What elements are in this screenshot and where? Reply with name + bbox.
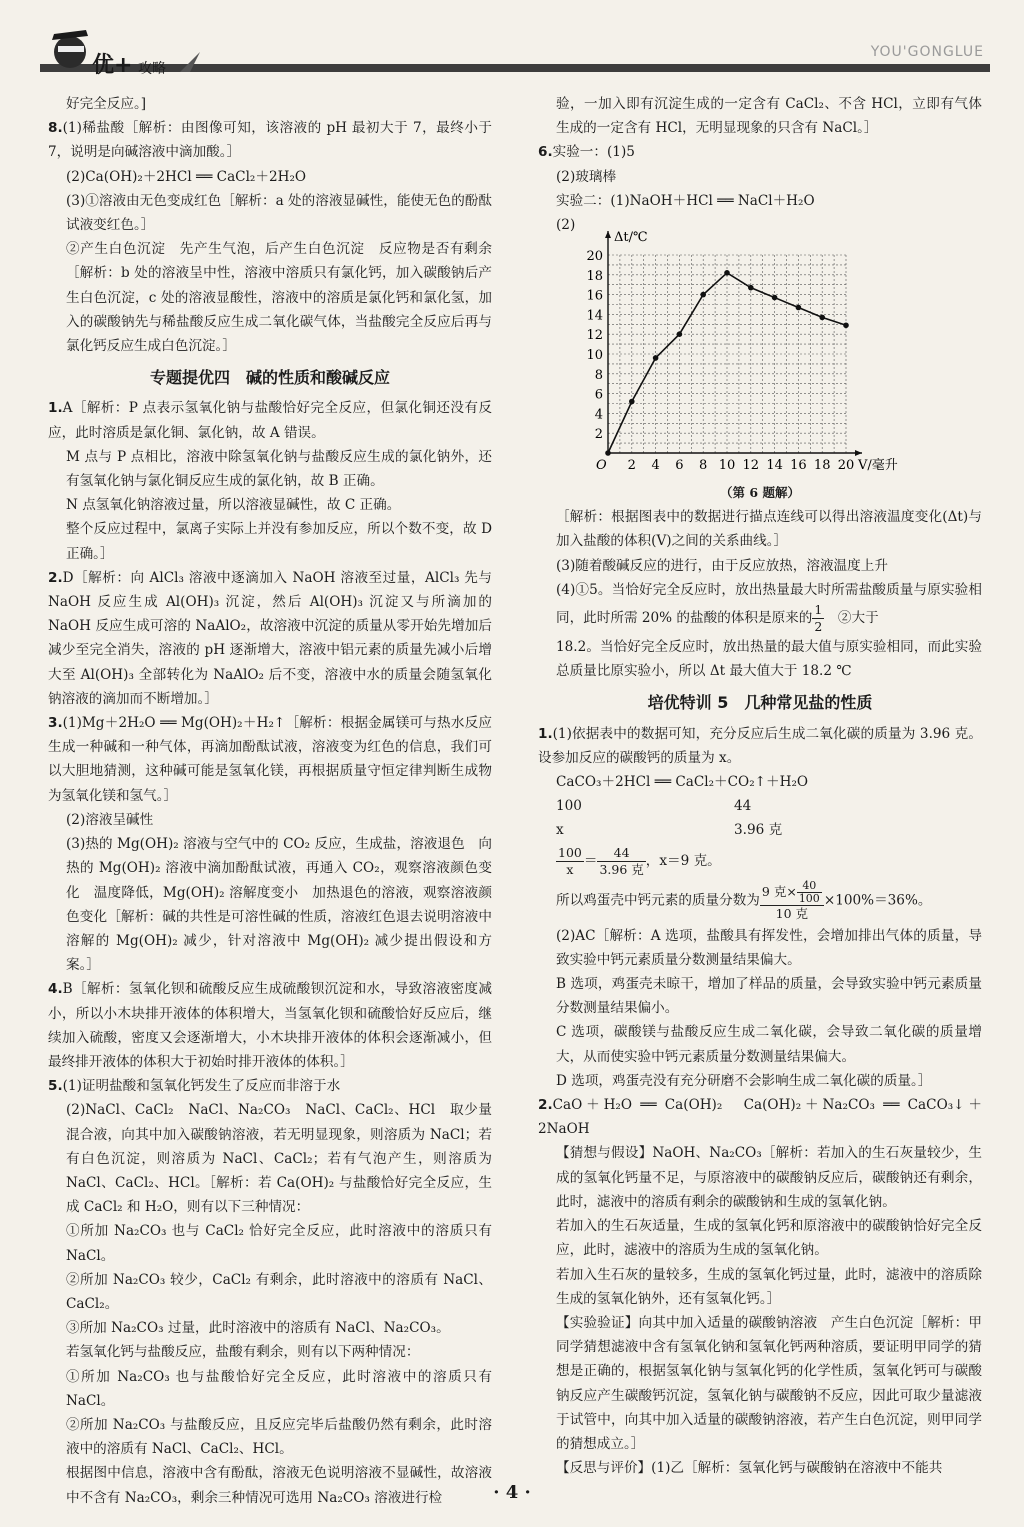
- answer-3: [48, 711, 492, 808]
- y-tick-label: 16: [586, 288, 603, 304]
- x-tick-label: 2: [627, 458, 636, 474]
- page-number: · 4 ·: [493, 1482, 531, 1503]
- y-tick-label: 8: [594, 367, 603, 383]
- answer-text: ③所加 Na₂CO₃ 过量，此时溶液中的溶质有 NaCl、Na₂CO₃。: [66, 1320, 450, 1337]
- answer-text: (1)Mg＋2H₂O ══ Mg(OH)₂＋H₂↑［解析：根据金属镁可与热水反应生成一种碱和一种气体，再滴加酚酞试液，溶液变为红色的信息，我们可以大胆地猜测，这种碱可能是氢氧化镁，再根据质量守恒定律判断生成物为氢氧化镁和氢气。］: [48, 715, 492, 804]
- answer-text: 若加入生石灰的量较多，生成的氢氧化钙过量，此时，滤液中的溶质除生成的氢氧化钠外，还有氢氧化钙。］: [556, 1266, 982, 1307]
- y-axis-arrow: [605, 231, 611, 238]
- y-tick-label: 14: [586, 308, 603, 324]
- answer-4: [48, 977, 492, 1074]
- answer-text: 实验二：(1)NaOH＋HCl ══ NaCl＋H₂O: [556, 192, 815, 209]
- data-point: [772, 295, 778, 301]
- answer-text: 若加入的生石灰适量，生成的氢氧化钙和原溶液中的碳酸钠恰好完全反应，此时，滤液中的溶质为生成的氢氧化钠。: [556, 1218, 982, 1259]
- answer-text: (2)玻璃棒: [556, 168, 617, 185]
- answer-text: C 选项，碳酸镁与盐酸反应生成二氧化碳，会导致二氧化碳的质量增大，从而使实验中钙元素质量分数测量结果偏大。: [556, 1024, 982, 1065]
- answer-s2: [538, 1093, 982, 1141]
- answer-text: A［解析：P 点表示氢氧化钠与盐酸恰好完全反应，但氯化铜还没有反应，此时溶质是氯化铜、氯化钠，故 A 错误。: [48, 400, 492, 441]
- question-number: 6.: [538, 144, 553, 161]
- x-tick-label: 4: [651, 458, 660, 474]
- question-number: 4.: [48, 981, 63, 998]
- question-number: 3.: [48, 715, 63, 732]
- answer-text: (1)证明盐酸和氢氧化钙发生了反应而非溶于水: [62, 1078, 341, 1095]
- answer-text-part: (4)①5。当恰好完全反应时，放出热量最大时所需盐酸质量与原实验相同，此时所需 20% 的盐酸的体积是原来的: [556, 581, 982, 627]
- x-axis-label: V/毫升: [858, 458, 898, 474]
- answer-text: 【实验验证】向其中加入适量的碳酸钠溶液 产生白色沉淀［解析：甲同学猜想滤液中含有氢氧化钠和氢氧化钙两种溶质，要证明甲同学的猜想是正确的，根据氢氧化钠与氢氧化钙的化学性质，氢氧化钙可与碳酸钠反应产生碳酸钙沉淀，氢氧化钠与碳酸钠不反应，因此可取少量滤液于试管中，向其中加入适量的碳酸钠溶液，若产生白色沉淀，则甲同学的猜想成立。］: [556, 1314, 982, 1452]
- ratio-value: 44: [734, 798, 752, 815]
- answer-text: ①所加 Na₂CO₃ 也与 CaCl₂ 恰好完全反应，此时溶液中的溶质只有 NaCl。: [66, 1223, 492, 1264]
- result-text: ，x＝9 克。: [645, 852, 721, 869]
- numerator: 100: [558, 844, 582, 860]
- answer-text: 【反思与评价】(1)乙［解析：氢氧化钙与碳酸钠在溶液中不能共: [556, 1460, 943, 1477]
- answer-text: N 点氢氧化钠溶液过量，所以溶液显碱性，故 C 正确。: [66, 497, 401, 514]
- answer-2: [48, 566, 492, 711]
- answer-text: [538, 578, 982, 635]
- question-number: 5.: [48, 1078, 63, 1095]
- fraction: [556, 845, 584, 878]
- numerator: 44: [597, 845, 645, 862]
- data-point: [819, 315, 825, 321]
- denominator: 100: [798, 891, 820, 905]
- x-tick-label: 8: [699, 458, 708, 474]
- logo: 优+: [92, 53, 133, 78]
- x-tick-label: 6: [675, 458, 684, 474]
- page-header: [0, 0, 1024, 90]
- answer-text: (3)①溶液由无色变成红色［解析：a 处的溶液显碱性，能使无色的酚酞试液变红色。］: [66, 192, 492, 234]
- chart-canvas: [538, 213, 982, 481]
- y-axis-label: Δt/℃: [614, 230, 648, 246]
- answer-text: 【猜想与假设】NaOH、Na₂CO₃［解析：若加入的生石灰量较少，生成的氢氧化钙量不足，与原溶液中的碳酸钠反应后，碳酸钠还有剩余，此时，滤液中的溶质有剩余的碳酸钠和生成的氢氧化钠。: [556, 1145, 982, 1210]
- numerator-part: 9 克×: [761, 883, 797, 899]
- answer-text: (1)依据表中的数据可知，充分反应后生成二氧化碳的质量为 3.96 克。设参加反应的碳酸钙的质量为 x。: [538, 725, 982, 766]
- answer-s1: [538, 722, 982, 770]
- answer-text: D［解析：向 AlCl₃ 溶液中逐滴加入 NaOH 溶液至过量，AlCl₃ 先与 NaOH 反应生成 Al(OH)₃ 沉淀，然后 Al(OH)₃ 沉淀又与所滴加的 NaOH 反应生成可溶的 NaAlO₂，故溶液中沉淀的质量从零开始先增加后减少至完全消失，溶液的 pH 逐渐增大，溶液中铝元素的质量先减小后增大至 Al(OH)₃ 全部转化为 NaAlO₂ 后不变，溶液中水的质量会随氢氧化钠溶液的滴加而不断增加。］: [48, 569, 492, 707]
- data-point: [700, 292, 706, 298]
- brand-name: YOU'GONGLUE: [870, 44, 984, 60]
- denominator: x: [566, 861, 574, 877]
- y-tick-label: 18: [586, 268, 603, 284]
- logo-subtitle: 攻略: [138, 61, 166, 77]
- chart-caption: （第 6 题解）: [720, 485, 800, 501]
- denominator: 2: [814, 619, 823, 635]
- data-point: [629, 399, 635, 405]
- y-tick-label: 20: [586, 249, 603, 265]
- question-number: 8.: [48, 120, 63, 137]
- denominator: 10 克: [775, 905, 809, 921]
- data-point: [605, 450, 611, 456]
- answer-text: D 选项，鸡蛋壳没有充分研磨不会影响生成二氧化碳的质量。］: [556, 1072, 932, 1089]
- x-tick-label: 10: [718, 458, 736, 474]
- answer-text: 整个反应过程中，氯离子实际上并没有参加反应，所以个数不变，故 D 正确。］: [66, 521, 492, 562]
- y-tick-label: 2: [594, 427, 603, 443]
- x-tick-label: 16: [790, 458, 807, 474]
- chart-part-label: (2): [556, 217, 576, 234]
- answer-5: [48, 1074, 492, 1098]
- answer-text-part: ②大于: [824, 610, 879, 627]
- answer-text: (3)随着酸碱反应的进行，由于反应放热，溶液温度上升: [556, 557, 888, 574]
- section-title: 培优特训 5 几种常见盐的性质: [647, 693, 873, 713]
- x-tick-label: 12: [742, 458, 760, 474]
- answer-text: 实验一：(1)5: [552, 144, 635, 161]
- data-point: [843, 323, 849, 329]
- answer-text: (2)NaCl、CaCl₂ NaCl、Na₂CO₃ NaCl、CaCl₂、HCl 取少量混合液，向其中加入碳酸钠溶液，若无明显现象，则溶质为 NaCl；若有白色沉淀，则溶质为 NaCl、CaCl₂；若有气泡产生，则溶质为 NaCl、CaCl₂、HCl。［解析：若 Ca(OH)₂ 与盐酸恰好完全反应，生成 CaCl₂ 和 H₂O，则有以下三种情况：: [66, 1102, 492, 1216]
- denominator: 3.96 克: [599, 861, 644, 877]
- ratio-row: [538, 818, 982, 842]
- ratio-value: x: [556, 822, 564, 839]
- x-tick-label: 20: [837, 458, 855, 474]
- text-line: 好完全反应。]: [66, 96, 147, 112]
- answer-text: ［解析：根据图表中的数据进行描点连线可以得出溶液温度变化(Δt)与加入盐酸的体积(V)之间的关系曲线。］: [556, 509, 982, 550]
- proportion: $\frac{100}{x}$ ＝ $\frac{44}{\text{3.96 克}}$ ，x＝9 克。: [558, 844, 721, 877]
- section-title: 专题提优四 碱的性质和酸碱反应: [149, 368, 390, 388]
- answer-1: [48, 396, 492, 444]
- y-tick-label: 6: [594, 387, 603, 403]
- percentage-line: [538, 880, 982, 922]
- data-point: [748, 285, 754, 291]
- answer-text: ②所加 Na₂CO₃ 较少，CaCl₂ 有剩余，此时溶液中的溶质有 NaCl、CaCl₂。: [66, 1271, 492, 1312]
- answer-8: [48, 116, 492, 164]
- left-column: [48, 92, 492, 1510]
- data-point: [653, 355, 659, 361]
- equation: CaCO₃＋2HCl ══ CaCl₂＋CO₂↑＋H₂O: [556, 774, 809, 791]
- answer-text: (1)稀盐酸［解析：由图像可知，该溶液的 pH 最初大于 7，最终小于 7，说明是向碱溶液中滴加酸。］: [48, 120, 492, 161]
- x-axis-arrow: [855, 450, 862, 456]
- text-line: 验，一加入即有沉淀生成的一定含有 CaCl₂、不含 HCl，立即有气体生成的一定含有 HCl，无明显现象的只含有 NaCl。］: [556, 96, 982, 137]
- answer-text: ②产生白色沉淀 先产生气泡，后产生白色沉淀 反应物是否有剩余［解析：b 处的溶液呈中性，溶液中溶质只有氯化钙，加入碳酸钠后产生白色沉淀，c 处的溶液显酸性，溶液中的溶质是氯化钙和氯化氢，加入的碳酸钠先与稀盐酸反应生成二氧化碳气体，当盐酸完全反应后再与氯化钙反应生成白色沉淀。］: [66, 241, 492, 355]
- origin-label: O: [596, 458, 607, 474]
- y-tick-label: 10: [586, 348, 603, 364]
- x-tick-label: 18: [813, 458, 831, 474]
- data-point: [796, 305, 802, 311]
- answer-text: B［解析：氢氧化钡和硫酸反应生成硫酸钡沉淀和水，导致溶液密度减小，所以小木块排开液体的体积增大，当氢氧化钡和硫酸恰好反应后，继续加入硫酸，密度又会逐渐增大，小木块排开液体的体积会逐渐减小，但最终排开液体的体积大于初始时排开液体的体积。］: [48, 981, 492, 1070]
- y-tick-label: 4: [594, 407, 603, 423]
- y-tick-label: 12: [586, 328, 603, 344]
- numerator: 1: [814, 602, 823, 618]
- answer-text: M 点与 P 点相比，溶液中除氢氧化钠与盐酸反应生成的氯化钠外，还有氢氧化钠与氯化铜反应生成的氯化钠，故 B 正确。: [66, 448, 492, 490]
- answer-text-part: 所以鸡蛋壳中钙元素的质量分数为: [556, 892, 760, 909]
- inner-fraction: [797, 880, 822, 905]
- answer-text-part: ×100%＝36%。: [823, 892, 932, 909]
- answer-text: 根据图中信息，溶液中含有酚酞，溶液无色说明溶液不显碱性，故溶液中不含有 Na₂CO₃，剩余三种情况可选用 Na₂CO₃ 溶液进行检: [66, 1465, 492, 1506]
- right-column: [538, 92, 982, 1480]
- answer-text: (2)AC［解析：A 选项，盐酸具有挥发性，会增加排出气体的质量，导致实验中钙元素质量分数测量结果偏大。: [556, 927, 982, 968]
- answer-text: CaO＋H₂O ══ Ca(OH)₂ Ca(OH)₂＋Na₂CO₃ ══ CaCO₃↓＋2NaOH: [538, 1097, 982, 1138]
- answer-text: (2)溶液呈碱性: [66, 811, 154, 828]
- fraction: [597, 845, 645, 878]
- data-point: [724, 270, 730, 276]
- question-number: 2.: [48, 569, 63, 586]
- answer-text: ①所加 Na₂CO₃ 也与盐酸恰好完全反应，此时溶液中的溶质只有 NaCl。: [66, 1368, 492, 1409]
- numerator: 40: [797, 880, 822, 893]
- answer-6: [538, 140, 982, 164]
- fraction: [760, 880, 824, 922]
- ratio-row: [538, 794, 982, 818]
- x-tick-label: 14: [766, 458, 783, 474]
- answer-text: B 选项，鸡蛋壳未晾干，增加了样品的质量，会导致实验中钙元素质量分数测量结果偏小。: [556, 976, 982, 1017]
- answer-text: 若氢氧化钙与盐酸反应，盐酸有剩余，则有以下两种情况：: [66, 1344, 420, 1361]
- answer-text: ②所加 Na₂CO₃ 与盐酸反应，且反应完毕后盐酸仍然有剩余，此时溶液中的溶质有 NaCl、CaCl₂、HCl。: [66, 1416, 492, 1458]
- answer-text: 18.2。当恰好完全反应时，放出热量的最大值与原实验相同，而此实验总质量比原实验小，所以 Δt 最大值大于 18.2 ℃: [556, 639, 982, 680]
- ratio-value: 3.96 克: [734, 822, 783, 839]
- question-number: 2.: [538, 1097, 553, 1114]
- temperature-chart: [538, 213, 982, 481]
- numerator: [760, 880, 824, 906]
- data-point: [677, 331, 683, 337]
- answer-text: (3)热的 Mg(OH)₂ 溶液与空气中的 CO₂ 反应，生成盐，溶液退色 向热的 Mg(OH)₂ 溶液中滴加酚酞试液，再通入 CO₂，观察溶液颜色变化 温度降低，Mg(OH)₂ 溶解度变小 加热退色的溶液，观察溶液颜色变化［解析：碱的共性是可溶性碱的性质，溶液红色退去说明溶液中溶解的 Mg(OH)₂ 减少，针对溶液中 Mg(OH)₂ 减少提出假设和方案。］: [66, 836, 492, 974]
- question-number: 1.: [48, 400, 63, 417]
- fraction-half: [812, 602, 824, 635]
- question-number: 1.: [538, 725, 553, 742]
- answer-text: (2)Ca(OH)₂＋2HCl ══ CaCl₂＋2H₂O: [66, 168, 307, 185]
- ratio-value: 100: [556, 798, 582, 815]
